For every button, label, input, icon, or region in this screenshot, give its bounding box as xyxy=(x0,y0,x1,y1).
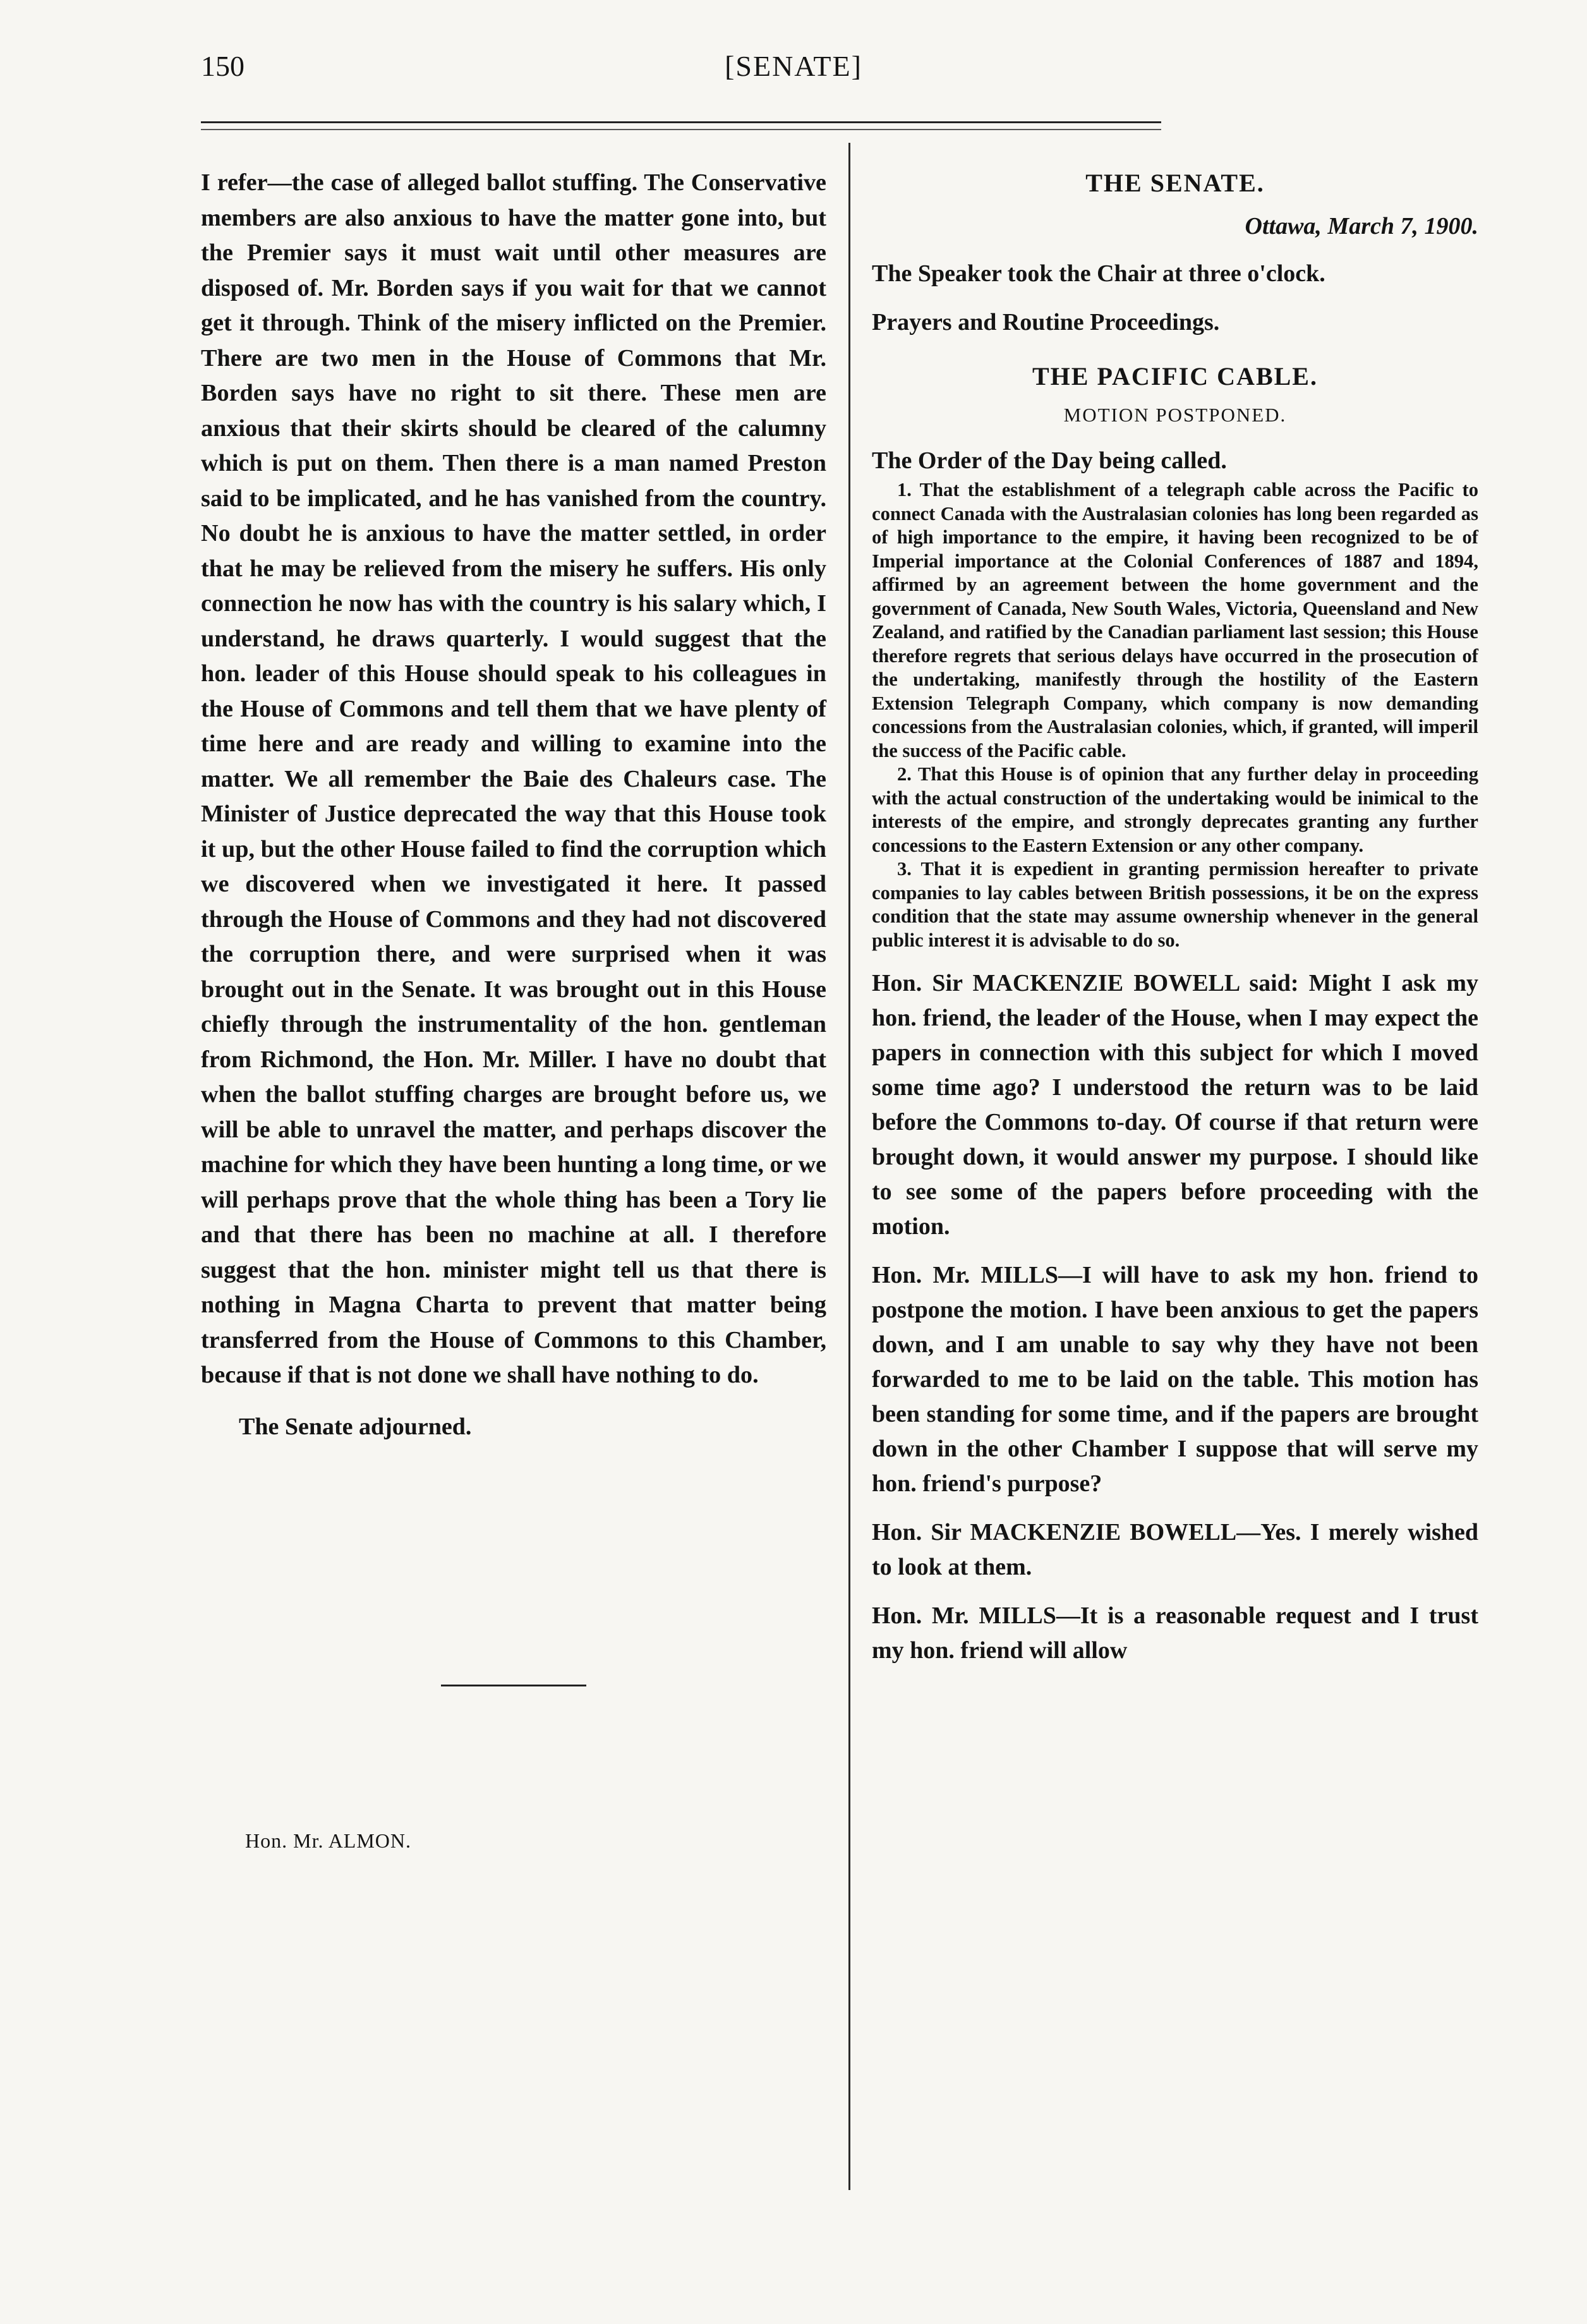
adjourned-note: The Senate adjourned. xyxy=(239,1413,472,1440)
dateline: Ottawa, March 7, 1900. xyxy=(1245,213,1478,239)
motion-item-1: 1. That the establishment of a telegraph cable across the Pacific to connect Canada with the Australasian colonies has long been regarded as of high importance to the empire, it having been recognized to be of Imperial importance at the Colonial Conferences of 1887 and 1894, affirmed by an agreement between the home government and the government of Canada, New South Wales, Victoria, Queensland and New Zealand, and ratified by the Canadian parliament last session; this House therefore regrets that serious delays have occurred in the prosecution of the undertaking, manifestly through the hostility of the Eastern Extension Telegraph Company, which company is now demanding concessions from the Australasian colonies, which, if granted, will imperil the success of the Pacific cable. xyxy=(872,479,1478,761)
pacific-cable-heading: THE PACIFIC CABLE. xyxy=(1032,362,1318,390)
header-rule xyxy=(201,121,1161,123)
speech-bowell-2: Hon. Sir MACKENZIE BOWELL—Yes. I merely wished to look at them. xyxy=(872,1519,1478,1580)
motion-item-2: 2. That this House is of opinion that any further delay in proceeding with the actual construction of the undertaking would be inimical to the interests of the empire, and strongly deprecates granting any further concessions to the Eastern Extension or any other company. xyxy=(872,763,1478,856)
speech-bowell-1: Hon. Sir MACKENZIE BOWELL said: Might I ask my hon. friend, the leader of the House, when I may expect the papers in connection with this subject for which I moved some time ago? I understood the return was to be laid before the Commons to-day. Of course if that return were brought down, it would answer my purpose. I should like to see some of the papers before proceeding with the motion. xyxy=(872,970,1478,1240)
column-divider xyxy=(848,143,850,2190)
running-head: [SENATE] xyxy=(725,50,862,82)
footer-speaker-name: Hon. Mr. ALMON. xyxy=(245,1829,412,1852)
prayers-note: Prayers and Routine Proceedings. xyxy=(872,309,1220,336)
left-column xyxy=(201,166,826,1853)
order-of-day: The Order of the Day being called. xyxy=(872,447,1227,474)
motion-postponed-heading: MOTION POSTPONED. xyxy=(1063,404,1287,426)
motion-item-3: 3. That it is expedient in granting permission hereafter to private companies to lay cables between British possessions, it be on the express condition that the state may assume ownership whenever in the general public interest it is advisable to do so. xyxy=(872,858,1478,951)
speech-mills-2: Hon. Mr. MILLS—It is a reasonable request and I trust my hon. friend will allow xyxy=(872,1602,1478,1664)
speaker-note: The Speaker took the Chair at three o'clock. xyxy=(872,260,1325,287)
speech-mills-1: Hon. Mr. MILLS—I will have to ask my hon. friend to postpone the motion. I have been anxious to get the papers down, and I am unable to say why they have not been forwarded to me to be laid on the table. This motion has been standing for some time, and if the papers are brought down in the other Chamber I suppose that will serve my hon. friend's purpose? xyxy=(872,1262,1478,1497)
left-column-paragraph: I refer—the case of alleged ballot stuffing. The Conservative members are also anxious to have the matter gone into, but the Premier says it must wait until other measures are disposed of. Mr. Borden says if you wait for that we cannot get it through. Think of the misery inflicted on the Premier. There are two men in the House of Commons that Mr. Borden says have no right to sit there. These men are anxious that their skirts should be cleared of the calumny which is put on them. Then there is a man named Preston said to be implicated, and he has vanished from the country. No doubt he is anxious to have the matter settled, in order that he may be relieved from the misery he suffers. His only connection he now has with the country is his salary which, I understand, he draws quarterly. I would suggest that the hon. leader of this House should speak to his colleagues in the House of Commons and tell them that we have plenty of time here and are ready and willing to examine into the matter. We all remember the Baie des Chaleurs case. The Minister of Justice deprecated the way that this House took it up, but the other House failed to find the corruption which we discovered when we investigated it here. It passed through the House of Commons and they had not discovered the corruption there, and were surprised when it was brought out in the Senate. It was brought out in this House chiefly through the instrumentality of the hon. gentleman from Richmond, the Hon. Mr. Miller. I have no doubt that when the ballot stuffing charges are brought before us, we will be able to unravel the matter, and perhaps discover the machine for which they have been hunting a long time, or we will perhaps prove that the whole thing has been a Tory lie and that there has been no machine at all. I therefore suggest that the hon. minister might tell us that there is nothing in Magna Charta to prevent that matter being transferred from the House of Commons to this Chamber, because if that is not done we shall have nothing to do. xyxy=(201,169,826,1388)
right-column xyxy=(872,166,1478,1668)
page-number: 150 xyxy=(201,50,244,82)
header-rule-secondary xyxy=(201,129,1161,130)
senate-heading: THE SENATE. xyxy=(1085,169,1265,197)
section-end-rule xyxy=(441,1685,586,1686)
